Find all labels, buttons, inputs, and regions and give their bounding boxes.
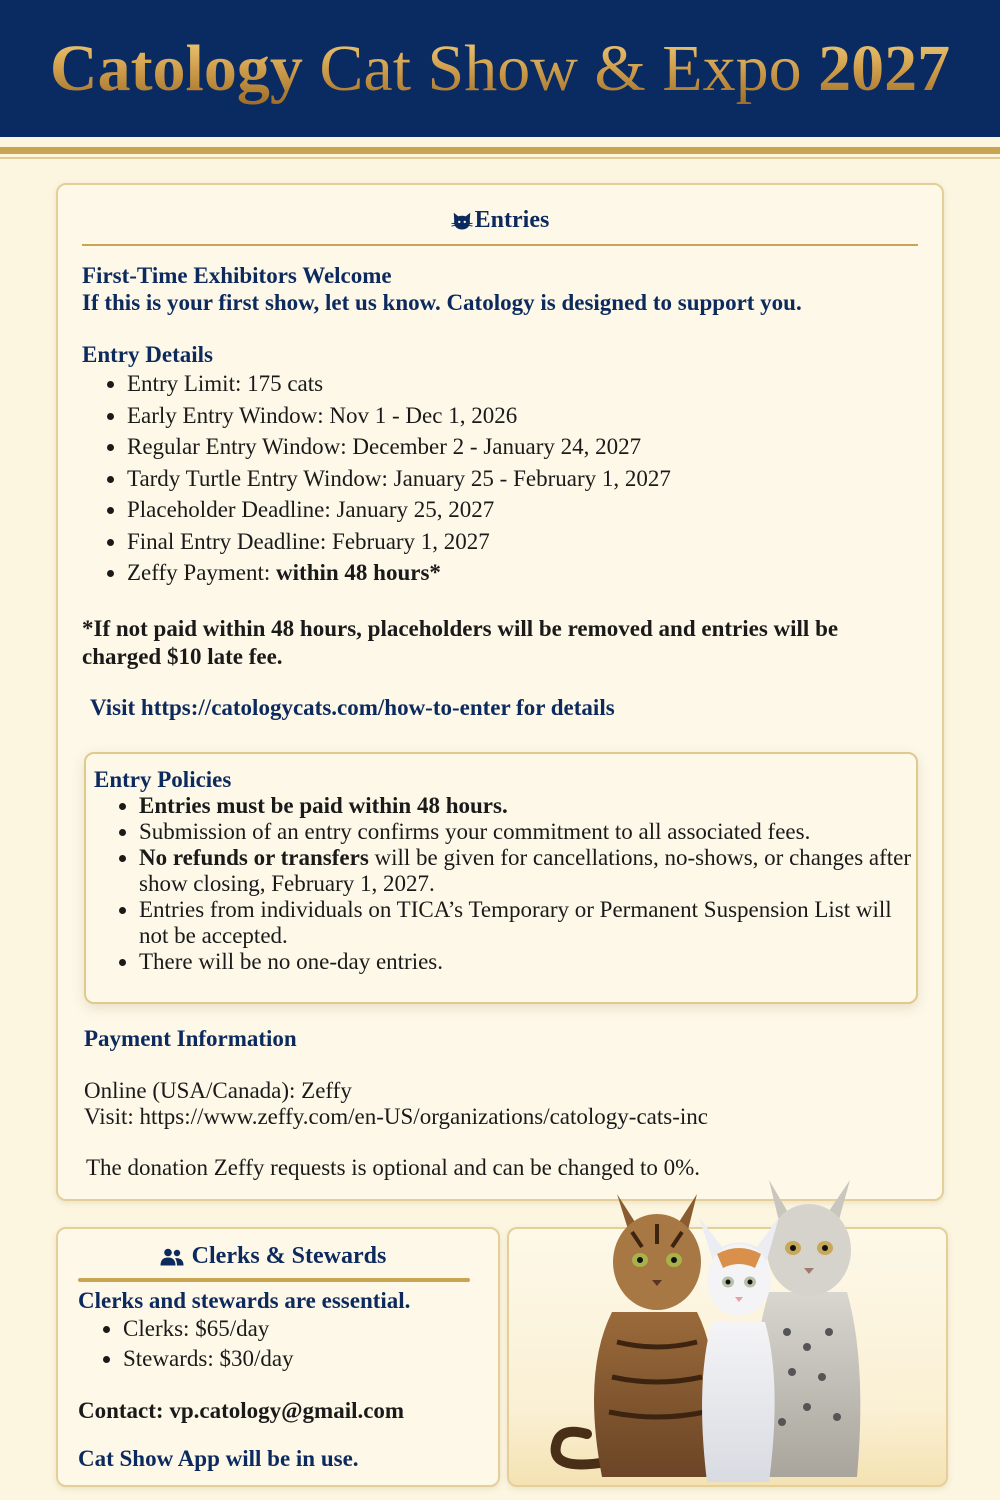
entry-details-section bbox=[82, 341, 918, 589]
clerks-heading-text: Clerks & Stewards bbox=[191, 1243, 387, 1269]
cat-icon bbox=[451, 210, 473, 232]
entries-divider bbox=[82, 244, 918, 246]
payment-online: Online (USA/Canada): Zeffy bbox=[84, 1077, 352, 1103]
event-title: Cat Show & Expo bbox=[319, 31, 802, 105]
white-cat bbox=[699, 1217, 779, 1482]
event-year: 2027 bbox=[818, 31, 951, 105]
clerks-subtitle: Clerks and stewards are essential. bbox=[78, 1288, 411, 1313]
late-fee-note: *If not paid within 48 hours, placeholders will be removed and entries will be charged $10 late fee. bbox=[82, 615, 839, 669]
people-icon bbox=[160, 1248, 184, 1266]
how-to-enter-link[interactable]: Visit https://catologycats.com/how-to-enter for details bbox=[90, 694, 615, 720]
clerks-card bbox=[56, 1227, 500, 1487]
first-time-text: If this is your first show, let us know. Catology is designed to support you. bbox=[82, 290, 802, 315]
payment-link[interactable]: Visit: https://www.zeffy.com/en-US/organizations/catology-cats-inc bbox=[84, 1103, 708, 1129]
clerks-divider bbox=[78, 1278, 470, 1282]
entry-policies-list bbox=[94, 793, 916, 975]
first-time-title: First-Time Exhibitors Welcome bbox=[82, 263, 392, 288]
list-item: • Zeffy Payment: within 48 hours* bbox=[127, 557, 918, 589]
contact-email[interactable]: vp.catology@gmail.com bbox=[169, 1398, 405, 1423]
clerks-heading bbox=[78, 1243, 468, 1270]
list-item: • There will be no one-day entries. bbox=[139, 949, 916, 975]
list-item: • Stewards: $30/day bbox=[123, 1344, 498, 1374]
donation-note: The donation Zeffy requests is optional and can be changed to 0%. bbox=[86, 1154, 701, 1180]
brand-name: Catology bbox=[49, 31, 303, 105]
payment-details bbox=[84, 1078, 918, 1130]
entry-policies-box bbox=[84, 752, 918, 1004]
entry-policies-title: Entry Policies bbox=[94, 766, 232, 792]
entries-heading-text: Entries bbox=[474, 207, 550, 233]
list-item: • Final Entry Deadline: February 1, 2027 bbox=[127, 526, 918, 558]
list-item: • Tardy Turtle Entry Window: January 25 - February 1, 2027 bbox=[127, 463, 918, 495]
clerks-list bbox=[78, 1314, 498, 1374]
list-item: • Entries from individuals on TICA’s Temporary or Permanent Suspension List will not be accepted. bbox=[139, 897, 916, 949]
list-item: • Entries must be paid within 48 hours. bbox=[139, 793, 916, 819]
entries-card bbox=[56, 183, 944, 1201]
cats-illustration bbox=[507, 1172, 948, 1490]
entries-heading bbox=[82, 207, 918, 234]
gold-divider-thin bbox=[0, 157, 1000, 159]
app-note: Cat Show App will be in use. bbox=[78, 1446, 359, 1471]
list-item: • Submission of an entry confirms your commitment to all associated fees. bbox=[139, 819, 916, 845]
list-item: • Clerks: $65/day bbox=[123, 1314, 498, 1344]
list-item: • Placeholder Deadline: January 25, 2027 bbox=[127, 494, 918, 526]
list-item: • Regular Entry Window: December 2 - January 24, 2027 bbox=[127, 431, 918, 463]
page-title bbox=[50, 31, 950, 107]
entry-details-list bbox=[82, 368, 918, 589]
header-banner bbox=[0, 0, 1000, 137]
first-time-section bbox=[82, 262, 918, 316]
entry-details-title: Entry Details bbox=[82, 342, 213, 367]
list-item: • No refunds or transfers will be given for cancellations, no-shows, or changes after show closing, February 1, 2027. bbox=[139, 845, 916, 897]
list-item: • Entry Limit: 175 cats bbox=[127, 368, 918, 400]
gold-divider bbox=[0, 147, 1000, 154]
tabby-cat bbox=[594, 1194, 715, 1477]
payment-title: Payment Information bbox=[84, 1025, 297, 1051]
contact-line: Contact: vp.catology@gmail.com bbox=[78, 1398, 405, 1423]
list-item: • Early Entry Window: Nov 1 - Dec 1, 2026 bbox=[127, 400, 918, 432]
